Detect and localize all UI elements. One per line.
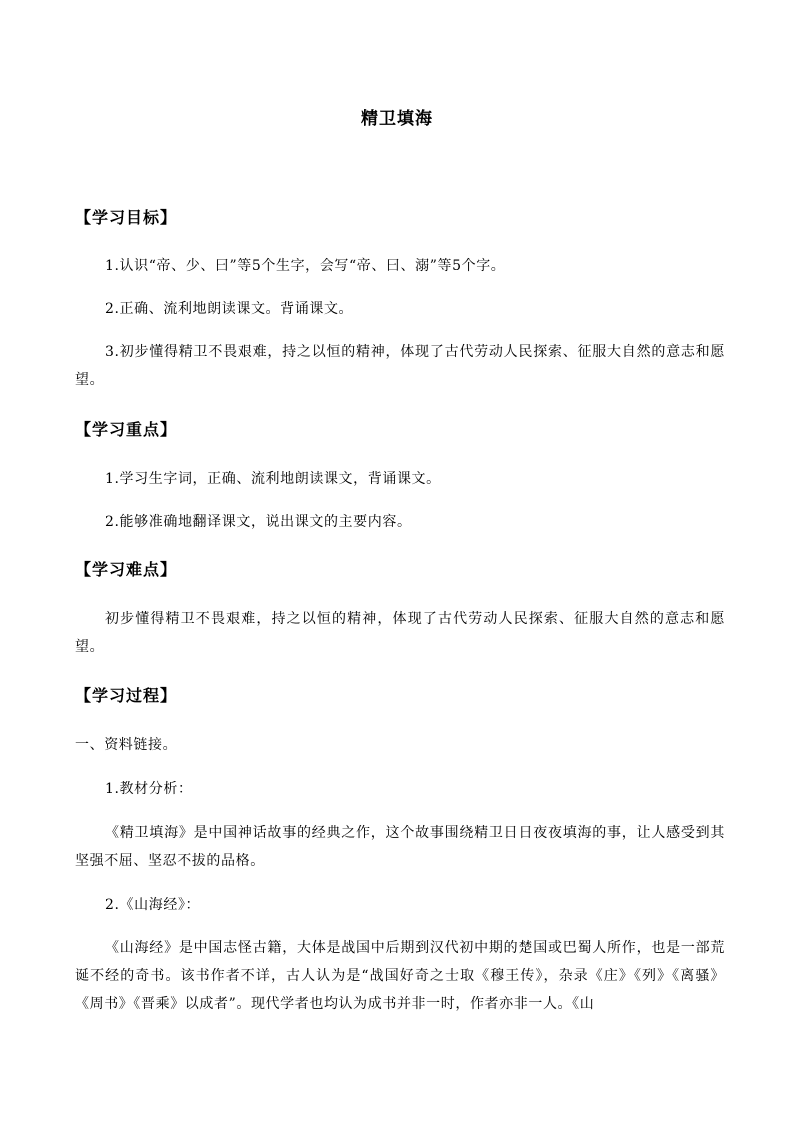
process-item-1-label: 1.教材分析： [105,781,193,797]
process-item-2-label: 2.《山海经》： [105,897,201,913]
goal-item-1: 1.认识“帝、少、曰”等5个生字，会写“帝、曰、溺”等5个字。 [105,258,506,274]
difficulty-item-1: 初步懂得精卫不畏艰难，持之以恒的精神，体现了古代劳动人民探索、征服大自然的意志和愿望。 [75,611,725,655]
goal-item-2: 2.正确、流利地朗读课文。背诵课文。 [105,301,354,317]
process-item-1-text: 《精卫填海》是中国神话故事的经典之作，这个故事围绕精卫日日夜夜填海的事，让人感受到其坚强不屈、坚忍不拔的品格。 [75,825,725,869]
heading-key-points: 【学习重点】 [75,420,178,439]
process-subheading-1: 一、资料链接。 [75,737,178,753]
heading-learning-process: 【学习过程】 [75,686,178,705]
heading-difficulties: 【学习难点】 [75,560,178,579]
heading-learning-goals: 【学习目标】 [75,208,178,227]
page-title: 精卫填海 [361,109,433,129]
process-item-2-text: 《山海经》是中国志怪古籍，大体是战国中后期到汉代初中期的楚国或巴蜀人所作，也是一部荒诞不经的奇书。该书作者不详，古人认为是“战国好奇之士取《穆王传》，杂录《庄》《列》《离骚》《周书》《晋乘》以成者”。现代学者也均认为成书并非一时，作者亦非一人。《山 [75,940,725,1012]
key-point-item-1: 1.学习生字词，正确、流利地朗读课文，背诵课文。 [105,471,441,487]
goal-item-3: 3.初步懂得精卫不畏艰难，持之以恒的精神，体现了古代劳动人民探索、征服大自然的意志和愿望。 [75,344,725,388]
key-point-item-2: 2.能够准确地翻译课文，说出课文的主要内容。 [105,514,412,530]
